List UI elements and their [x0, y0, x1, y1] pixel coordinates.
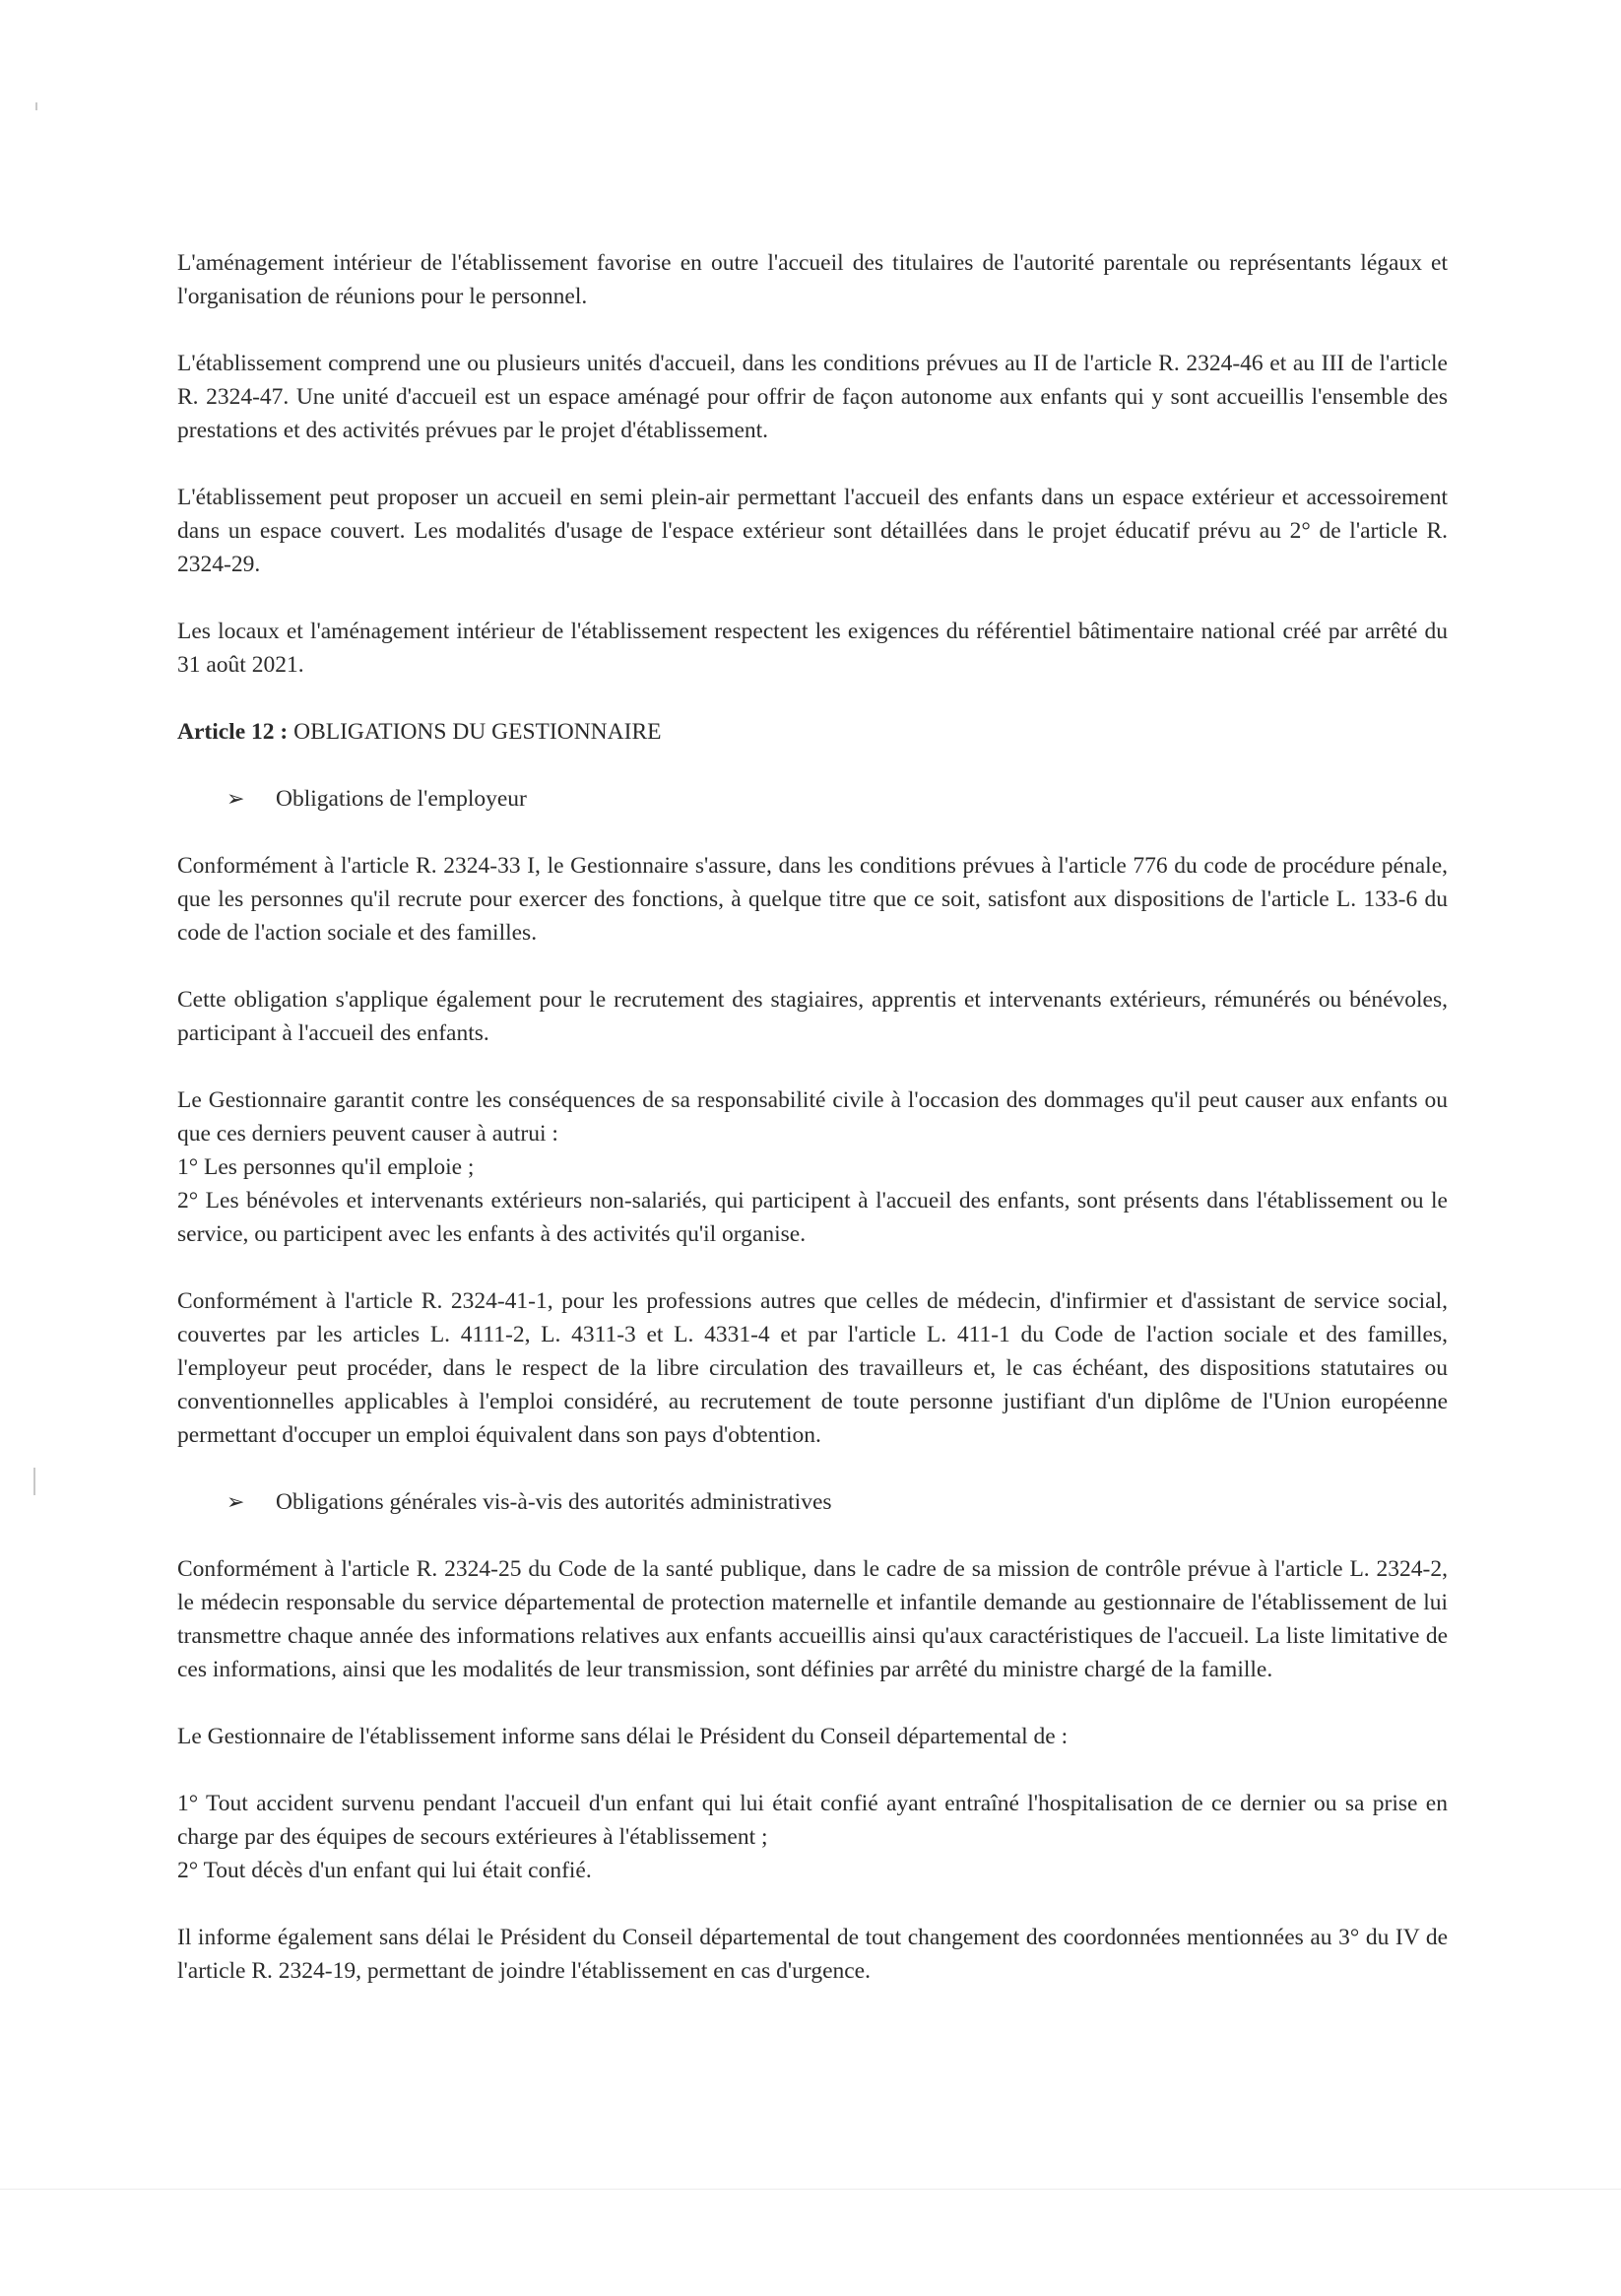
paragraph-stagiaires: Cette obligation s'applique également pour le recrutement des stagiaires, apprentis et intervenants extérieurs, rémunérés ou bénévoles, participant à l'accueil des enfants.: [177, 987, 1448, 1046]
section-heading-label: Obligations de l'employeur: [276, 786, 527, 812]
document-page: [177, 246, 1448, 2021]
article-label: Article 12 :: [177, 719, 289, 745]
article-heading: [177, 715, 1448, 749]
section-heading-label: Obligations générales vis-à-vis des autorités administratives: [276, 1489, 832, 1515]
list-item-accident: 1° Tout accident survenu pendant l'accueil d'un enfant qui lui était confié ayant entraîné l'hospitalisation de ce dernier ou sa prise en charge par des équipes de secours extérieures à l'établissement ;: [177, 1791, 1448, 1850]
scan-mark-left: [33, 1468, 35, 1495]
section-heading-employeur: [227, 782, 1448, 816]
scan-edge-bottom: [0, 2189, 1621, 2190]
arrow-bullet-icon: ➢: [227, 786, 245, 811]
paragraph-pmi: Conformément à l'article R. 2324-25 du Code de la santé publique, dans le cadre de sa mission de contrôle prévue à l'article L. 2324-2, le médecin responsable du service départemental de protection maternelle et infantile demande au gestionnaire de l'établissement de lui transmettre chaque année des informations relatives aux enfants accueillis ainsi qu'aux caractéristiques de l'accueil. La liste limitative de ces informations, ainsi que les modalités de leur transmission, sont définies par arrêté du ministre chargé de la famille.: [177, 1556, 1448, 1682]
paragraph-amenagement: L'aménagement intérieur de l'établissement favorise en outre l'accueil des titulaires de l'autorité parentale ou représentants légaux et l'organisation de réunions pour le personnel.: [177, 250, 1448, 309]
paragraph-diplome-ue: Conformément à l'article R. 2324-41-1, pour les professions autres que celles de médecin, d'infirmier et d'assistant de service social, couvertes par les articles L. 4111-2, L. 4311-3 et L. 4331-4 et par l'article L. 411-1 du Code de l'action sociale et des familles, l'employeur peut procéder, dans le respect de la libre circulation des travailleurs et, le cas échéant, des dispositions statutaires ou conventionnelles applicables à l'emploi considéré, au recrutement de toute personne justifiant d'un diplôme de l'Union européenne permettant d'occuper un emploi équivalent dans son pays d'obtention.: [177, 1288, 1448, 1448]
paragraph-responsabilite: Le Gestionnaire garantit contre les conséquences de sa responsabilité civile à l'occasion des dommages qu'il peut causer aux enfants ou que ces derniers peuvent causer à autrui :: [177, 1087, 1448, 1147]
paragraph-unites-accueil: L'établissement comprend une ou plusieurs unités d'accueil, dans les conditions prévues au II de l'article R. 2324-46 et au III de l'article R. 2324-47. Une unité d'accueil est un espace aménagé pour offrir de façon autonome aux enfants qui y sont accueillis l'ensemble des prestations et des activités prévues par le projet d'établissement.: [177, 351, 1448, 443]
paragraph-recrutement: Conformément à l'article R. 2324-33 I, le Gestionnaire s'assure, dans les conditions prévues à l'article 776 du code de procédure pénale, que les personnes qu'il recrute pour exercer des fonctions, à quelque titre que ce soit, satisfont aux dispositions de l'article L. 133-6 du code de l'action sociale et des familles.: [177, 853, 1448, 946]
article-title: OBLIGATIONS DU GESTIONNAIRE: [293, 719, 662, 745]
list-item-deces: 2° Tout décès d'un enfant qui lui était confié.: [177, 1858, 592, 1883]
list-item-personnes: 1° Les personnes qu'il emploie ;: [177, 1154, 475, 1180]
paragraph-coordonnees: Il informe également sans délai le Président du Conseil départemental de tout changement des coordonnées mentionnées au 3° du IV de l'article R. 2324-19, permettant de joindre l'établissement en cas d'urgence.: [177, 1925, 1448, 1984]
scan-speck-top: [35, 102, 37, 110]
paragraph-semi-plein-air: L'établissement peut proposer un accueil en semi plein-air permettant l'accueil des enfants dans un espace extérieur et accessoirement dans un espace couvert. Les modalités d'usage de l'espace extérieur sont détaillées dans le projet éducatif prévu au 2° de l'article R. 2324-29.: [177, 485, 1448, 577]
paragraph-informe-president: Le Gestionnaire de l'établissement informe sans délai le Président du Conseil départemental de :: [177, 1724, 1069, 1749]
section-heading-autorites: [227, 1485, 1448, 1519]
list-item-benevoles: 2° Les bénévoles et intervenants extérieurs non-salariés, qui participent à l'accueil des enfants, sont présents dans l'établissement ou le service, ou participent avec les enfants à des activités qu'il organise.: [177, 1188, 1448, 1247]
paragraph-locaux: Les locaux et l'aménagement intérieur de l'établissement respectent les exigences du référentiel bâtimentaire national créé par arrêté du 31 août 2021.: [177, 619, 1448, 678]
arrow-bullet-icon: ➢: [227, 1489, 245, 1514]
